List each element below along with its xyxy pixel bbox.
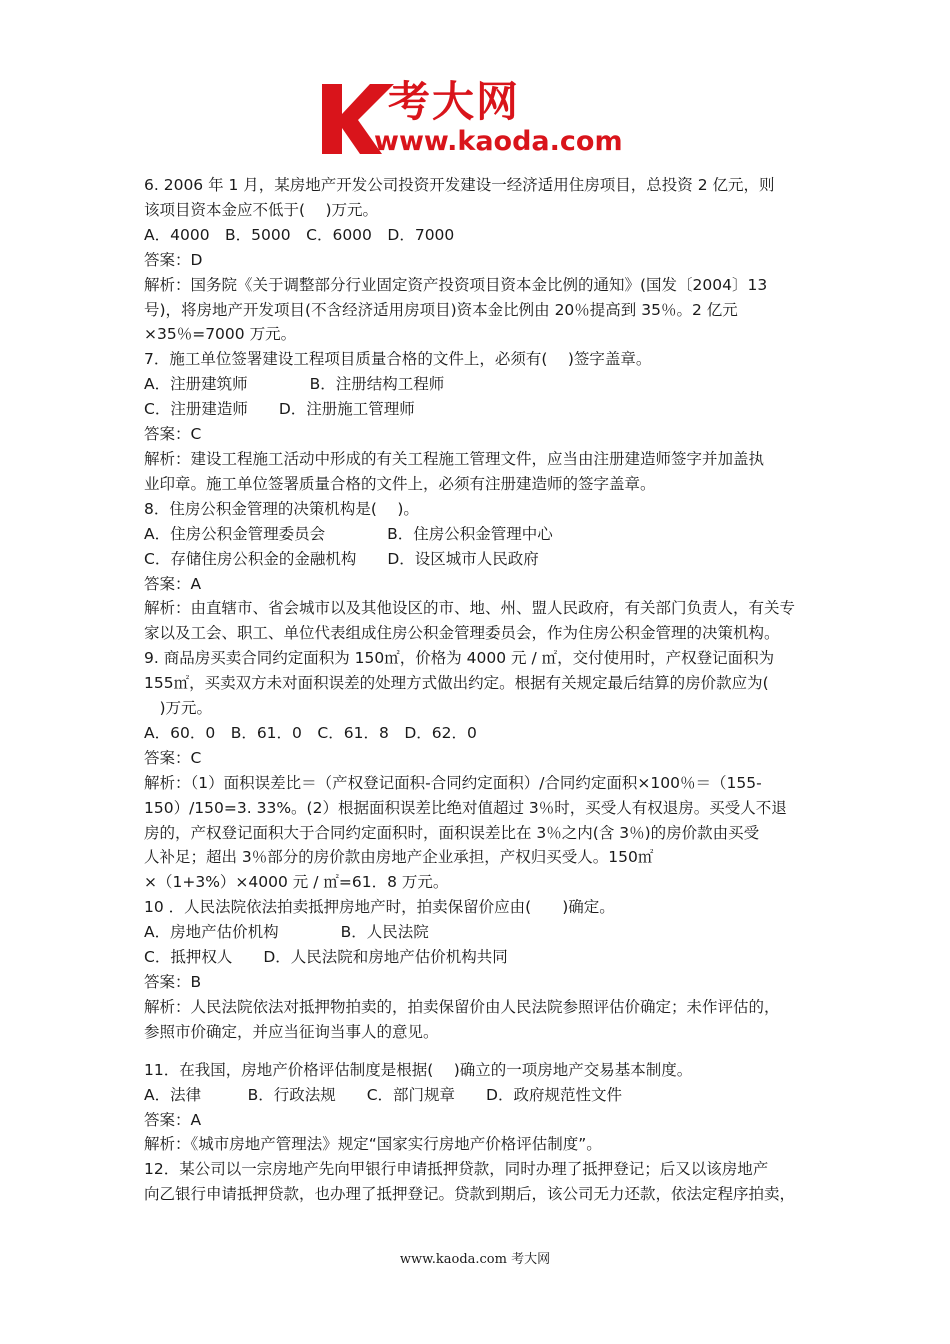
page-footer: www.kaoda.com 考大网 xyxy=(399,1252,551,1267)
text-line: 解析：《城市房地产管理法》规定“国家实行房地产价格评估制度”。 xyxy=(144,1135,602,1154)
text-line: 解析：由直辖市、省会城市以及其他设区的市、地、州、盟人民政府，有关部门负责人，有关专 xyxy=(144,599,796,618)
text-line: 人补足；超出 3％部分的房价款由房地产企业承担，产权归买受人。150㎡ xyxy=(144,848,654,867)
text-line: 12．某公司以一宗房地产先向甲银行申请抵押贷款，同时办理了抵押登记；后又以该房地产 xyxy=(144,1160,769,1179)
text-line: A．房地产估价机构 B．人民法院 xyxy=(144,923,429,942)
text-line: 该项目资本金应不低于( )万元。 xyxy=(144,200,379,219)
text-line: 家以及工会、职工、单位代表组成住房公积金管理委员会，作为住房公积金管理的决策机构。 xyxy=(144,624,780,643)
text-line: 11．在我国，房地产价格评估制度是根据( )确立的一项房地产交易基本制度。 xyxy=(144,1060,693,1079)
text-line: 155㎡，买卖双方未对面积误差的处理方式做出约定。根据有关规定最后结算的房价款应为( xyxy=(144,674,769,693)
text-line: 解析：建设工程施工活动中形成的有关工程施工管理文件，应当由注册建造师签字并加盖执 xyxy=(144,449,765,468)
text-line: 7．施工单位签署建设工程项目质量合格的文件上，必须有( )签字盖章。 xyxy=(144,350,652,369)
text-line: A．4000 B．5000 C．6000 D．7000 xyxy=(144,225,455,244)
text-line: 8．住房公积金管理的决策机构是( )。 xyxy=(144,499,419,518)
text-line: 解析：（1）面积误差比＝（产权登记面积-合同约定面积）/合同约定面积×100％＝（155- xyxy=(144,773,762,792)
text-line: 10 ．人民法院依法拍卖抵押房地产时，拍卖保留价应由( )确定。 xyxy=(144,898,615,917)
exam-content xyxy=(144,173,814,1207)
text-line: 号)，将房地产开发项目(不含经济适用房项目)资本金比例由 20％提高到 35％。2 亿元 xyxy=(144,300,738,319)
text-line: ×（1+3%）×4000 元 / ㎡=61．8 万元。 xyxy=(144,873,449,892)
logo-chinese-name: 考大网 xyxy=(388,77,521,126)
logo-url: www.kaoda.com xyxy=(374,126,623,157)
text-line: 解析：国务院《关于调整部分行业固定资产投资项目资本金比例的通知》(国发〔2004〕13 xyxy=(144,275,768,294)
text-line: 业印章。施工单位签署质量合格的文件上，必须有注册建造师的签字盖章。 xyxy=(144,474,656,493)
text-line: 答案：B xyxy=(144,973,202,991)
text-line: A．注册建筑师 B．注册结构工程师 xyxy=(144,375,445,394)
text-line: 答案：A xyxy=(144,574,202,593)
text-line: 答案：C xyxy=(144,425,202,444)
text-line: 150）/150=3. 33%。(2）根据面积误差比绝对值超过 3％时，买受人有权退房。买受人不退 xyxy=(144,798,787,817)
text-line: C．存储住房公积金的金融机构 D．设区城市人民政府 xyxy=(144,549,539,568)
kaoda-logo xyxy=(318,76,638,160)
text-line: 答案：A xyxy=(144,1110,202,1129)
text-line: 房的，产权登记面积大于合同约定面积时，面积误差比在 3％之内(含 3％)的房价款由买受 xyxy=(144,823,760,842)
text-line: 答案：C xyxy=(144,748,202,767)
text-line: 向乙银行申请抵押贷款，也办理了抵押登记。贷款到期后，该公司无力还款，依法定程序拍卖， xyxy=(144,1185,796,1204)
text-line: A．60．0 B．61．0 C．61．8 D．62．0 xyxy=(144,723,477,742)
text-line: 9. 商品房买卖合同约定面积为 150㎡，价格为 4000 元 / ㎡，交付使用时，产权登记面积为 xyxy=(144,649,775,668)
text-line: C．注册建造师 D．注册施工管理师 xyxy=(144,400,415,419)
text-line: A．住房公积金管理委员会 B．住房公积金管理中心 xyxy=(144,524,553,543)
text-line: )万元。 xyxy=(144,699,213,718)
text-line: C．抵押权人 D．人民法院和房地产估价机构共同 xyxy=(144,948,508,967)
text-line: 解析：人民法院依法对抵押物拍卖的，拍卖保留价由人民法院参照评估价确定；未作评估的， xyxy=(144,997,780,1016)
text-line: A．法律 B．行政法规 C．部门规章 D．政府规范性文件 xyxy=(144,1085,622,1104)
text-line: 6. 2006 年 1 月，某房地产开发公司投资开发建设一经济适用住房项目，总投资 2 亿元，则 xyxy=(144,176,775,194)
text-line: 答案：D xyxy=(144,250,203,269)
text-line: ×35％=7000 万元。 xyxy=(144,325,297,344)
text-line: 参照市价确定，并应当征询当事人的意见。 xyxy=(144,1022,439,1041)
